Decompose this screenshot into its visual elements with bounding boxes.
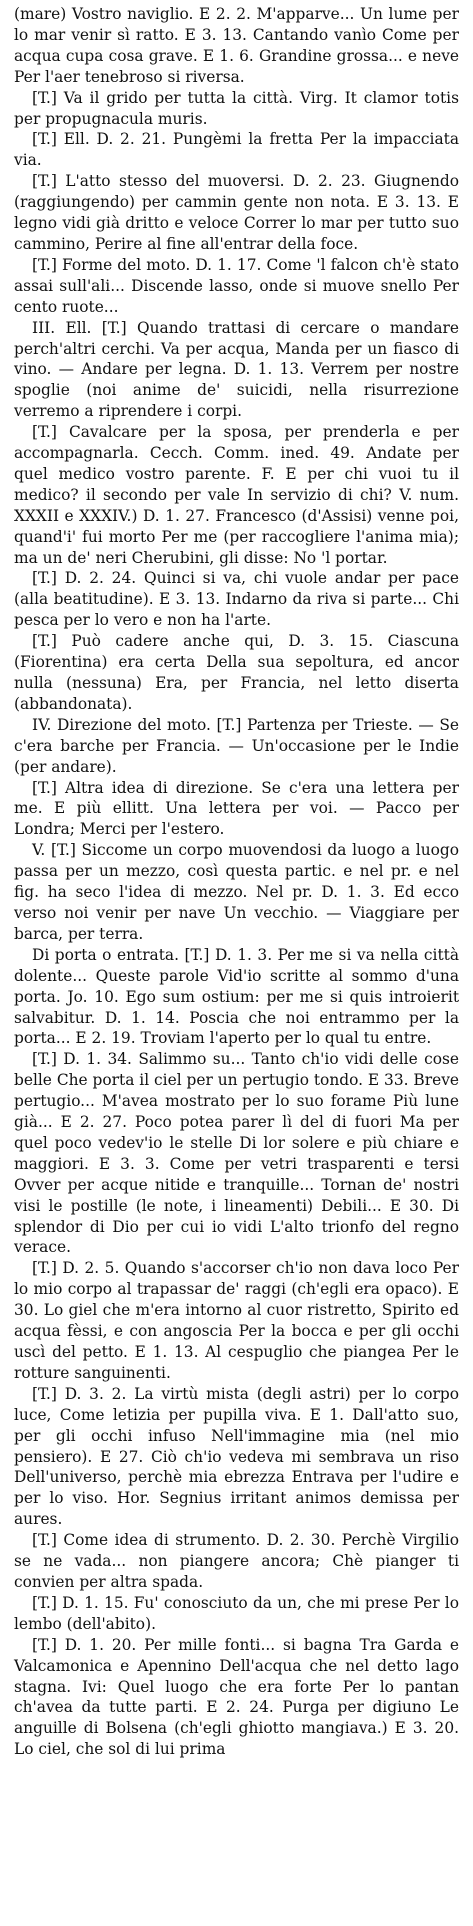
entry-section-V: V. [T.] Siccome un corpo muovendosi da luogo a luogo passa per un mezzo, così questa partic. e nel pr. e nel fig. ha seco l'idea di mezzo. Nel pr. D. 1. 3. Ed ecco verso noi venir per nave Un vecchio. — Viaggiare per barca, per terra. xyxy=(14,841,459,943)
entry-section-III: III. Ell. [T.] Quando trattasi di cercare o mandare perch'altri cerchi. Va per acqua, Manda per un fiasco di vino. — Andare per legna. D. 1. 13. Verrem per nostre spoglie (noi anime de' suicidi, nella risurrezione verremo a riprendere i corpi. xyxy=(14,318,459,421)
entry-paragraph-14: [T.] D. 1. 34. Salimmo su... Tanto ch'io vidi delle cose belle Che porta il ciel per un pertugio tondo. E 33. Breve pertugio... M'avea mostrato per lo suo forame Più lune già... E 2. 27. Poco potea parer lì del di fuori Ma per quel poco vedev'io le stelle Di lor solere e più chiare e maggiori. E 3. 3. Come per vetri trasparenti e tersi Ovver per acque nitide e tranquille... Tornan de' nostri visi le postille (le note, i lineamenti) Debili... E 30. Di splendor di Dio per cui io vidi L'alto trionfo del regno verace. xyxy=(14,1050,459,1257)
entry-paragraph-9: [T.] Può cadere anche qui, D. 3. 15. Ciascuna (Fiorentina) era certa Della sua sepoltura, ed ancor nulla (nessuna) Era, per Francia, nel letto diserta (abbandonata). xyxy=(14,632,459,713)
entry-paragraph-3: [T.] Ell. D. 2. 21. Pungèmi la fretta Per la impacciata via. xyxy=(14,130,459,170)
entry-section-IV: IV. Direzione del moto. [T.] Partenza per Trieste. — Se c'era barche per Francia. — Un'occasione per le Indie (per andare). xyxy=(14,715,459,776)
entry-paragraph-2: [T.] Va il grido per tutta la città. Virg. It clamor totis per propugnacula muris. xyxy=(14,88,459,128)
entry-paragraph-15: [T.] D. 2. 5. Quando s'accorser ch'io non dava loco Per lo mio corpo al trapassar de' raggi (ch'egli era opaco). E 30. Lo giel che m'era intorno al cuor ristretto, Spirito ed acqua fèssi, e con angoscia Per la bocca e per gli occhi uscì del petto. E 1. 13. Al cespuglio che piangea Per le rotture sanguinenti. xyxy=(14,1259,459,1382)
entry-paragraph-1: (mare) Vostro naviglio. E 2. 2. M'apparve... Un lume per lo mar venir sì ratto. E 3. 13. Cantando vanìo Come per acqua cupa cosa grave. E 1. 6. Grandine grossa... e neve Per l'aer tenebroso si riversa. xyxy=(14,5,459,86)
entry-paragraph-11: [T.] Altra idea di direzione. Se c'era una lettera per me. E più ellitt. Una lettera per voi. — Pacco per Londra; Merci per l'estero. xyxy=(14,778,459,839)
entry-paragraph-19: [T.] D. 1. 20. Per mille fonti... si bagna Tra Garda e Valcamonica e Apennino Dell'acqua che nel detto lago stagna. Ivi: Quel luogo che era forte Per lo pantan ch'avea da tutte parti. E 2. 24. Purga per digiuno Le anguille di Bolsena (ch'egli ghiotto mangiava.) E 3. 20. Lo ciel, che sol di lui prima xyxy=(14,1635,459,1759)
entry-paragraph-8: [T.] D. 2. 24. Quinci si va, chi vuole andar per pace (alla beatitudine). E 3. 13. Indarno da riva si parte... Chi pesca per lo vero e non ha l'arte. xyxy=(14,569,459,630)
entry-paragraph-13: Di porta o entrata. [T.] D. 1. 3. Per me si va nella città dolente... Queste parole Vid'io scritte al sommo d'una porta. Jo. 10. Ego sum ostium: per me si quis introierit salvabitur. D. 1. 14. Poscia che noi entrammo per la porta... E 2. 19. Troviam l'aperto per lo qual tu entre. xyxy=(14,945,459,1048)
entry-paragraph-5: [T.] Forme del moto. D. 1. 17. Come 'l falcon ch'è stato assai sull'ali... Discende lasso, onde si muove snello Per cento ruote... xyxy=(14,255,459,316)
entry-paragraph-7: [T.] Cavalcare per la sposa, per prenderla e per accompagnarla. Cecch. Comm. ined. 49. Andate per quel medico vostro parente. F. E per chi vuoi tu il medico? il secondo per vale In servizio di chi? V. num. XXXII e XXXIV.) D. 1. 27. Francesco (d'Assisi) venne poi, quand'i' fui morto Per me (per raccogliere l'anima mia); ma un de' neri Cherubini, gli disse: No 'l portar. xyxy=(14,423,459,567)
entry-paragraph-17: [T.] Come idea di strumento. D. 2. 30. Perchè Virgilio se ne vada... non piangere ancora; Chè pianger ti convien per altra spada. xyxy=(14,1531,459,1591)
entry-paragraph-16: [T.] D. 3. 2. La virtù mista (degli astri) per lo corpo luce, Come letizia per pupilla viva. E 1. Dall'atto suo, per gli occhi infuso Nell'immagine mia (nel mio pensiero). E 27. Ciò ch'io vedeva mi sembrava un riso Dell'universo, perchè mia ebrezza Entrava per l'udire e per lo viso. Hor. Segnius irritant animos demissa per aures. xyxy=(14,1384,459,1529)
entry-paragraph-4: [T.] L'atto stesso del muoversi. D. 2. 23. Giugnendo (raggiungendo) per cammin gente non nota. E 3. 13. E legno vidi già dritto e veloce Correr lo mar per tutto suo cammino, Perire al fine all'entrar della foce. xyxy=(14,172,459,253)
entry-paragraph-18: [T.] D. 1. 15. Fu' conosciuto da un, che mi prese Per lo lembo (dell'abito). xyxy=(14,1593,459,1633)
